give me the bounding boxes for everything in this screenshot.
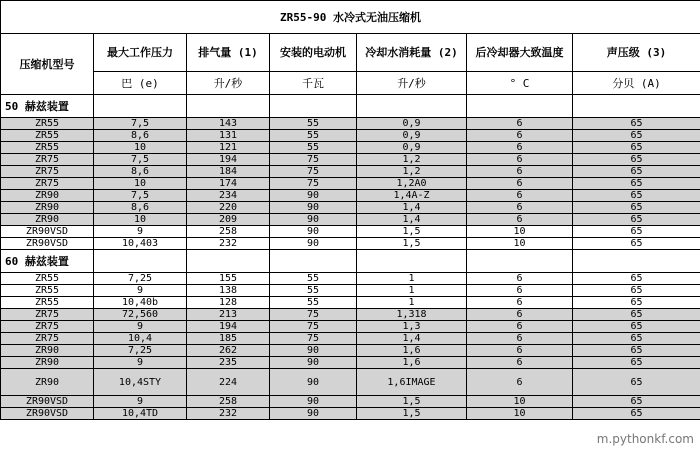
model-cell: ZR90VSD xyxy=(1,408,94,420)
value-cell: 9 xyxy=(94,357,187,369)
model-cell: ZR90 xyxy=(1,190,94,202)
value-cell: 55 xyxy=(270,273,357,285)
table-row xyxy=(1,238,700,250)
value-cell: 72,560 xyxy=(94,309,187,321)
value-cell: 65 xyxy=(573,321,700,333)
value-cell: 1,318 xyxy=(357,309,467,321)
section-empty-cell xyxy=(94,95,187,118)
model-cell: ZR75 xyxy=(1,154,94,166)
value-cell: 1,5 xyxy=(357,238,467,250)
value-cell: 1 xyxy=(357,297,467,309)
table-row xyxy=(1,214,700,226)
value-cell: 55 xyxy=(270,118,357,130)
value-cell: 1,6IMAGE xyxy=(357,369,467,396)
value-cell: 6 xyxy=(467,285,573,297)
value-cell: 65 xyxy=(573,273,700,285)
section-empty-cell xyxy=(270,250,357,273)
table-row xyxy=(1,178,700,190)
table-row xyxy=(1,396,700,408)
model-cell: ZR55 xyxy=(1,130,94,142)
section-label: 50 赫兹装置 xyxy=(1,95,94,118)
value-cell: 184 xyxy=(187,166,270,178)
table-row xyxy=(1,309,700,321)
watermark: m.pythonkf.com xyxy=(596,432,694,446)
section-empty-cell xyxy=(357,95,467,118)
section-header-row xyxy=(1,95,700,118)
value-cell: 8,6 xyxy=(94,130,187,142)
value-cell: 6 xyxy=(467,130,573,142)
col-header: 后冷却器大致温度 xyxy=(467,34,573,72)
value-cell: 6 xyxy=(467,273,573,285)
value-cell: 55 xyxy=(270,297,357,309)
value-cell: 90 xyxy=(270,238,357,250)
table-row xyxy=(1,369,700,396)
table-row xyxy=(1,345,700,357)
value-cell: 65 xyxy=(573,369,700,396)
model-cell: ZR90 xyxy=(1,369,94,396)
value-cell: 1,2 xyxy=(357,154,467,166)
value-cell: 90 xyxy=(270,214,357,226)
model-cell: ZR90VSD xyxy=(1,396,94,408)
value-cell: 6 xyxy=(467,118,573,130)
value-cell: 0,9 xyxy=(357,142,467,154)
value-cell: 1,4 xyxy=(357,333,467,345)
table-row xyxy=(1,321,700,333)
model-cell: ZR90VSD xyxy=(1,238,94,250)
section-empty-cell xyxy=(187,95,270,118)
model-cell: ZR55 xyxy=(1,285,94,297)
value-cell: 220 xyxy=(187,202,270,214)
value-cell: 75 xyxy=(270,154,357,166)
value-cell: 9 xyxy=(94,285,187,297)
unit-header: 升/秒 xyxy=(187,72,270,95)
model-cell: ZR75 xyxy=(1,166,94,178)
value-cell: 65 xyxy=(573,309,700,321)
model-cell: ZR55 xyxy=(1,118,94,130)
value-cell: 131 xyxy=(187,130,270,142)
value-cell: 10 xyxy=(94,214,187,226)
value-cell: 65 xyxy=(573,202,700,214)
value-cell: 194 xyxy=(187,321,270,333)
col-header: 声压级 (3) xyxy=(573,34,700,72)
value-cell: 6 xyxy=(467,333,573,345)
table-row xyxy=(1,285,700,297)
value-cell: 143 xyxy=(187,118,270,130)
model-cell: ZR55 xyxy=(1,297,94,309)
value-cell: 1,4 xyxy=(357,202,467,214)
value-cell: 128 xyxy=(187,297,270,309)
value-cell: 75 xyxy=(270,309,357,321)
unit-header: 分贝 (A) xyxy=(573,72,700,95)
header-row xyxy=(1,34,700,72)
value-cell: 65 xyxy=(573,190,700,202)
value-cell: 6 xyxy=(467,142,573,154)
value-cell: 1,6 xyxy=(357,345,467,357)
model-cell: ZR75 xyxy=(1,178,94,190)
unit-header: ° C xyxy=(467,72,573,95)
value-cell: 10 xyxy=(94,142,187,154)
model-cell: ZR75 xyxy=(1,333,94,345)
value-cell: 6 xyxy=(467,154,573,166)
value-cell: 65 xyxy=(573,130,700,142)
value-cell: 6 xyxy=(467,357,573,369)
value-cell: 55 xyxy=(270,130,357,142)
value-cell: 6 xyxy=(467,309,573,321)
value-cell: 10,4 xyxy=(94,333,187,345)
value-cell: 262 xyxy=(187,345,270,357)
col-header: 排气量 (1) xyxy=(187,34,270,72)
value-cell: 65 xyxy=(573,154,700,166)
value-cell: 90 xyxy=(270,369,357,396)
table-row xyxy=(1,273,700,285)
table-row xyxy=(1,202,700,214)
col-header: 冷却水消耗量 (2) xyxy=(357,34,467,72)
value-cell: 90 xyxy=(270,396,357,408)
section-label: 60 赫兹装置 xyxy=(1,250,94,273)
model-cell: ZR55 xyxy=(1,142,94,154)
value-cell: 65 xyxy=(573,238,700,250)
model-cell: ZR90 xyxy=(1,214,94,226)
value-cell: 6 xyxy=(467,214,573,226)
value-cell: 194 xyxy=(187,154,270,166)
value-cell: 7,5 xyxy=(94,118,187,130)
value-cell: 65 xyxy=(573,142,700,154)
section-empty-cell xyxy=(94,250,187,273)
value-cell: 65 xyxy=(573,214,700,226)
section-empty-cell xyxy=(467,95,573,118)
value-cell: 234 xyxy=(187,190,270,202)
value-cell: 0,9 xyxy=(357,130,467,142)
value-cell: 6 xyxy=(467,297,573,309)
value-cell: 1,6 xyxy=(357,357,467,369)
value-cell: 232 xyxy=(187,408,270,420)
value-cell: 65 xyxy=(573,357,700,369)
value-cell: 90 xyxy=(270,408,357,420)
section-empty-cell xyxy=(357,250,467,273)
value-cell: 235 xyxy=(187,357,270,369)
value-cell: 65 xyxy=(573,285,700,297)
section-empty-cell xyxy=(573,95,700,118)
title-row xyxy=(1,1,700,34)
value-cell: 6 xyxy=(467,166,573,178)
value-cell: 9 xyxy=(94,321,187,333)
value-cell: 65 xyxy=(573,297,700,309)
value-cell: 6 xyxy=(467,202,573,214)
value-cell: 1,4 xyxy=(357,214,467,226)
value-cell: 10 xyxy=(94,178,187,190)
model-cell: ZR90 xyxy=(1,202,94,214)
section-header-row xyxy=(1,250,700,273)
value-cell: 65 xyxy=(573,118,700,130)
value-cell: 75 xyxy=(270,166,357,178)
value-cell: 209 xyxy=(187,214,270,226)
value-cell: 6 xyxy=(467,345,573,357)
value-cell: 10,4TD xyxy=(94,408,187,420)
value-cell: 258 xyxy=(187,226,270,238)
value-cell: 7,25 xyxy=(94,273,187,285)
value-cell: 65 xyxy=(573,345,700,357)
value-cell: 90 xyxy=(270,345,357,357)
value-cell: 55 xyxy=(270,142,357,154)
value-cell: 1 xyxy=(357,273,467,285)
value-cell: 213 xyxy=(187,309,270,321)
unit-header: 巴 (e) xyxy=(94,72,187,95)
model-cell: ZR90VSD xyxy=(1,226,94,238)
model-cell: ZR90 xyxy=(1,357,94,369)
value-cell: 10 xyxy=(467,396,573,408)
table-row xyxy=(1,333,700,345)
value-cell: 155 xyxy=(187,273,270,285)
section-empty-cell xyxy=(573,250,700,273)
value-cell: 232 xyxy=(187,238,270,250)
value-cell: 9 xyxy=(94,396,187,408)
value-cell: 174 xyxy=(187,178,270,190)
value-cell: 7,5 xyxy=(94,190,187,202)
value-cell: 75 xyxy=(270,333,357,345)
table-row xyxy=(1,297,700,309)
value-cell: 75 xyxy=(270,321,357,333)
value-cell: 65 xyxy=(573,396,700,408)
value-cell: 7,5 xyxy=(94,154,187,166)
value-cell: 6 xyxy=(467,321,573,333)
value-cell: 65 xyxy=(573,166,700,178)
table-row xyxy=(1,154,700,166)
col-header: 最大工作压力 xyxy=(94,34,187,72)
table-row xyxy=(1,142,700,154)
value-cell: 65 xyxy=(573,226,700,238)
value-cell: 55 xyxy=(270,285,357,297)
value-cell: 65 xyxy=(573,408,700,420)
section-empty-cell xyxy=(270,95,357,118)
model-cell: ZR55 xyxy=(1,273,94,285)
value-cell: 1 xyxy=(357,285,467,297)
value-cell: 9 xyxy=(94,226,187,238)
section-empty-cell xyxy=(187,250,270,273)
table-row xyxy=(1,357,700,369)
value-cell: 65 xyxy=(573,178,700,190)
unit-header: 升/秒 xyxy=(357,72,467,95)
table-row xyxy=(1,226,700,238)
model-cell: ZR90 xyxy=(1,345,94,357)
value-cell: 7,25 xyxy=(94,345,187,357)
model-cell: ZR75 xyxy=(1,321,94,333)
table-row xyxy=(1,118,700,130)
value-cell: 90 xyxy=(270,202,357,214)
value-cell: 75 xyxy=(270,178,357,190)
value-cell: 1,4A-Z xyxy=(357,190,467,202)
value-cell: 6 xyxy=(467,369,573,396)
value-cell: 10,40b xyxy=(94,297,187,309)
section-empty-cell xyxy=(467,250,573,273)
value-cell: 6 xyxy=(467,190,573,202)
value-cell: 1,3 xyxy=(357,321,467,333)
value-cell: 185 xyxy=(187,333,270,345)
value-cell: 90 xyxy=(270,190,357,202)
table-row xyxy=(1,130,700,142)
value-cell: 90 xyxy=(270,357,357,369)
table-row xyxy=(1,166,700,178)
value-cell: 1,5 xyxy=(357,396,467,408)
value-cell: 8,6 xyxy=(94,166,187,178)
unit-row xyxy=(1,72,700,95)
value-cell: 65 xyxy=(573,333,700,345)
value-cell: 1,5 xyxy=(357,408,467,420)
value-cell: 224 xyxy=(187,369,270,396)
col-header: 安装的电动机 xyxy=(270,34,357,72)
value-cell: 1,2 xyxy=(357,166,467,178)
value-cell: 1,5 xyxy=(357,226,467,238)
model-header: 压缩机型号 xyxy=(1,34,94,95)
table-row xyxy=(1,408,700,420)
value-cell: 6 xyxy=(467,178,573,190)
value-cell: 10 xyxy=(467,238,573,250)
value-cell: 138 xyxy=(187,285,270,297)
value-cell: 121 xyxy=(187,142,270,154)
value-cell: 258 xyxy=(187,396,270,408)
value-cell: 8,6 xyxy=(94,202,187,214)
value-cell: 10,4STY xyxy=(94,369,187,396)
unit-header: 千瓦 xyxy=(270,72,357,95)
value-cell: 0,9 xyxy=(357,118,467,130)
value-cell: 10 xyxy=(467,226,573,238)
value-cell: 10 xyxy=(467,408,573,420)
value-cell: 1,2A0 xyxy=(357,178,467,190)
table-title: ZR55-90 水冷式无油压缩机 xyxy=(1,1,700,34)
value-cell: 90 xyxy=(270,226,357,238)
value-cell: 10,403 xyxy=(94,238,187,250)
model-cell: ZR75 xyxy=(1,309,94,321)
table-row xyxy=(1,190,700,202)
